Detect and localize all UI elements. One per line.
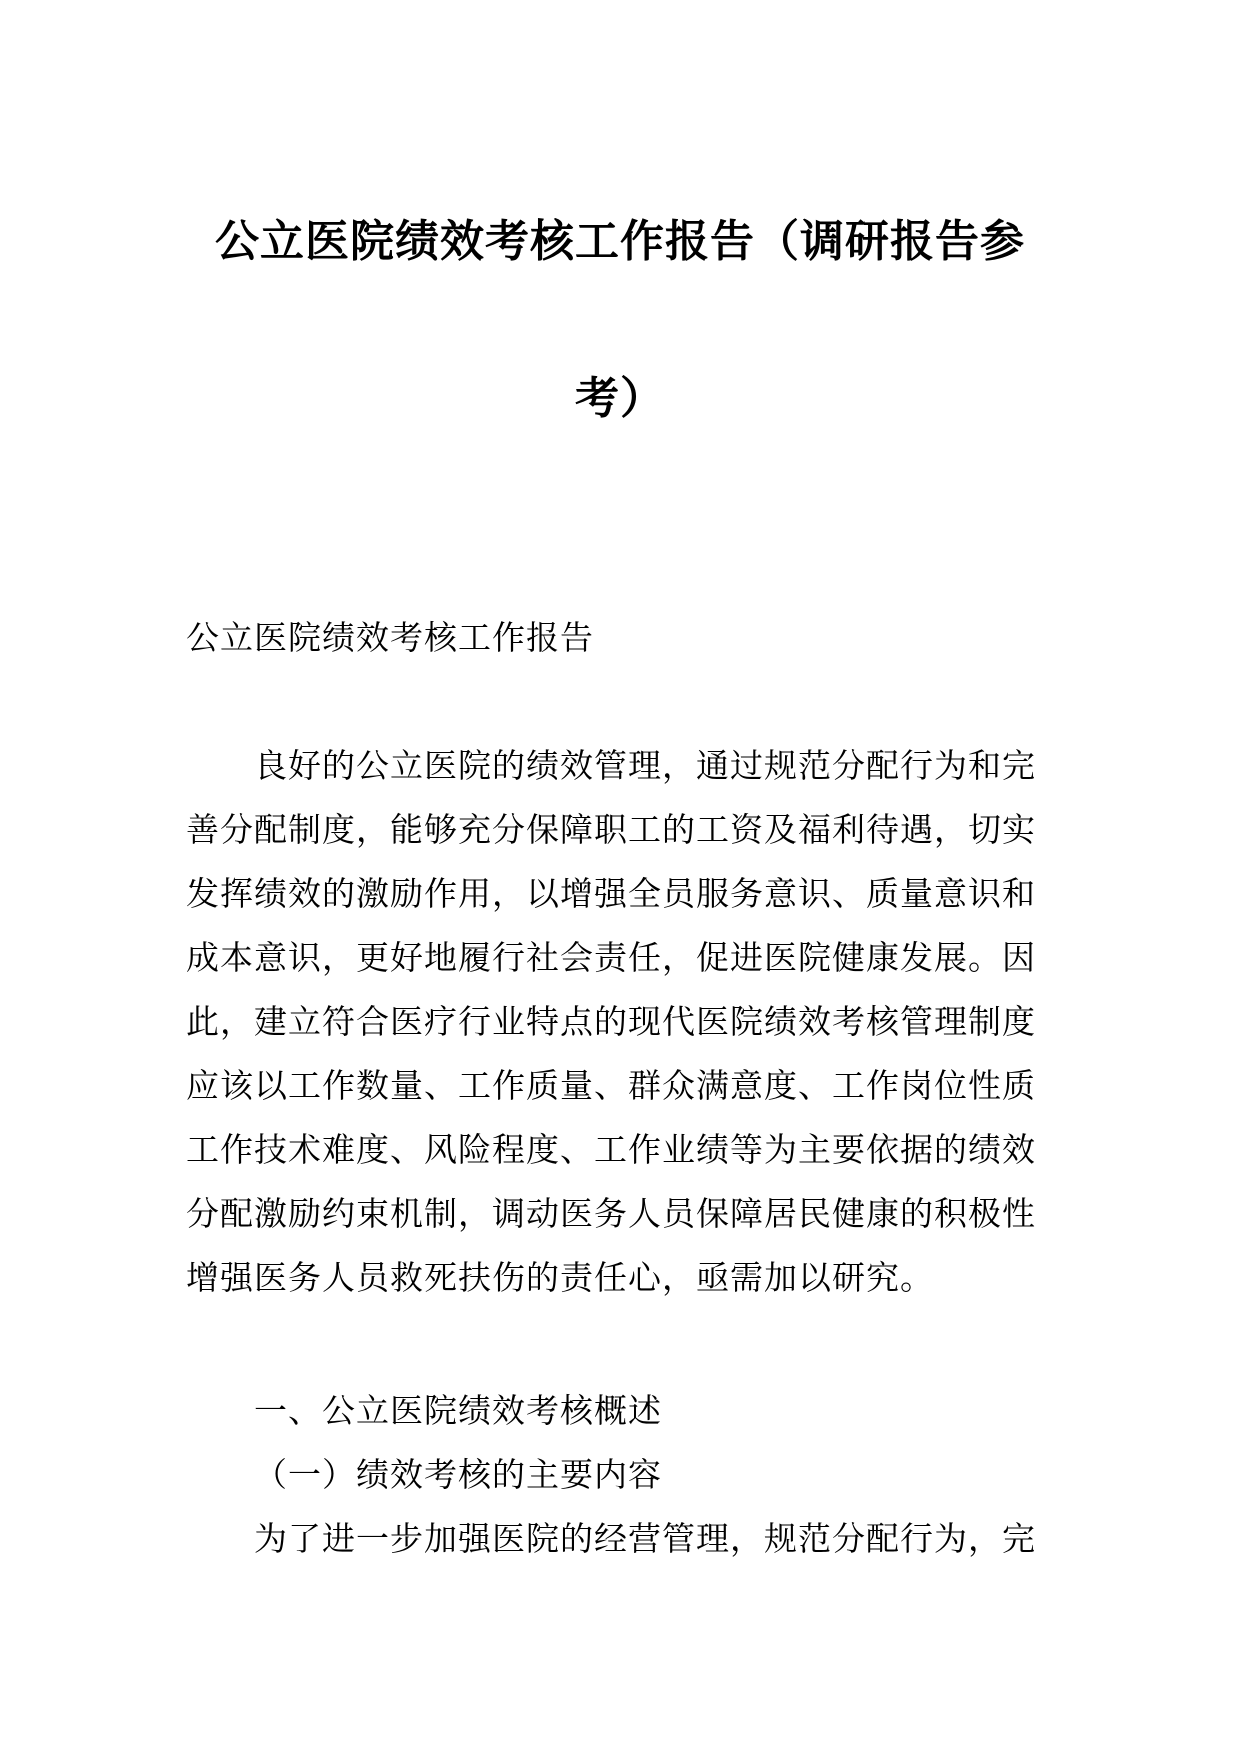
paragraph-2-line-1: 为了进一步加强医院的经营管理，规范分配行为，完	[254, 1519, 1036, 1558]
paragraph-1-line-9: 增强医务人员救死扶伤的责任心，亟需加以研究。	[186, 1258, 934, 1297]
section-1-heading: 一、公立医院绩效考核概述	[254, 1391, 662, 1430]
paragraph-1-line-2: 善分配制度，能够充分保障职工的工资及福利待遇，切实	[186, 810, 1036, 849]
document-title-line-1: 公立医院绩效考核工作报告（调研报告参	[215, 216, 1025, 267]
paragraph-1-line-1: 良好的公立医院的绩效管理，通过规范分配行为和完	[254, 746, 1036, 785]
paragraph-1-line-3: 发挥绩效的激励作用，以增强全员服务意识、质量意识和	[186, 874, 1036, 913]
paragraph-1-line-7: 工作技术难度、风险程度、工作业绩等为主要依据的绩效	[186, 1130, 1036, 1169]
paragraph-1-line-4: 成本意识，更好地履行社会责任，促进医院健康发展。因	[186, 938, 1036, 977]
subtitle: 公立医院绩效考核工作报告	[186, 618, 594, 657]
document-title-line-2: 考）	[575, 373, 665, 424]
paragraph-1-line-6: 应该以工作数量、工作质量、群众满意度、工作岗位性质	[186, 1066, 1036, 1105]
subsection-1-heading: （一）绩效考核的主要内容	[254, 1455, 662, 1494]
paragraph-1-line-5: 此，建立符合医疗行业特点的现代医院绩效考核管理制度	[186, 1002, 1036, 1041]
paragraph-1-line-8: 分配激励约束机制，调动医务人员保障居民健康的积极性	[186, 1194, 1036, 1233]
